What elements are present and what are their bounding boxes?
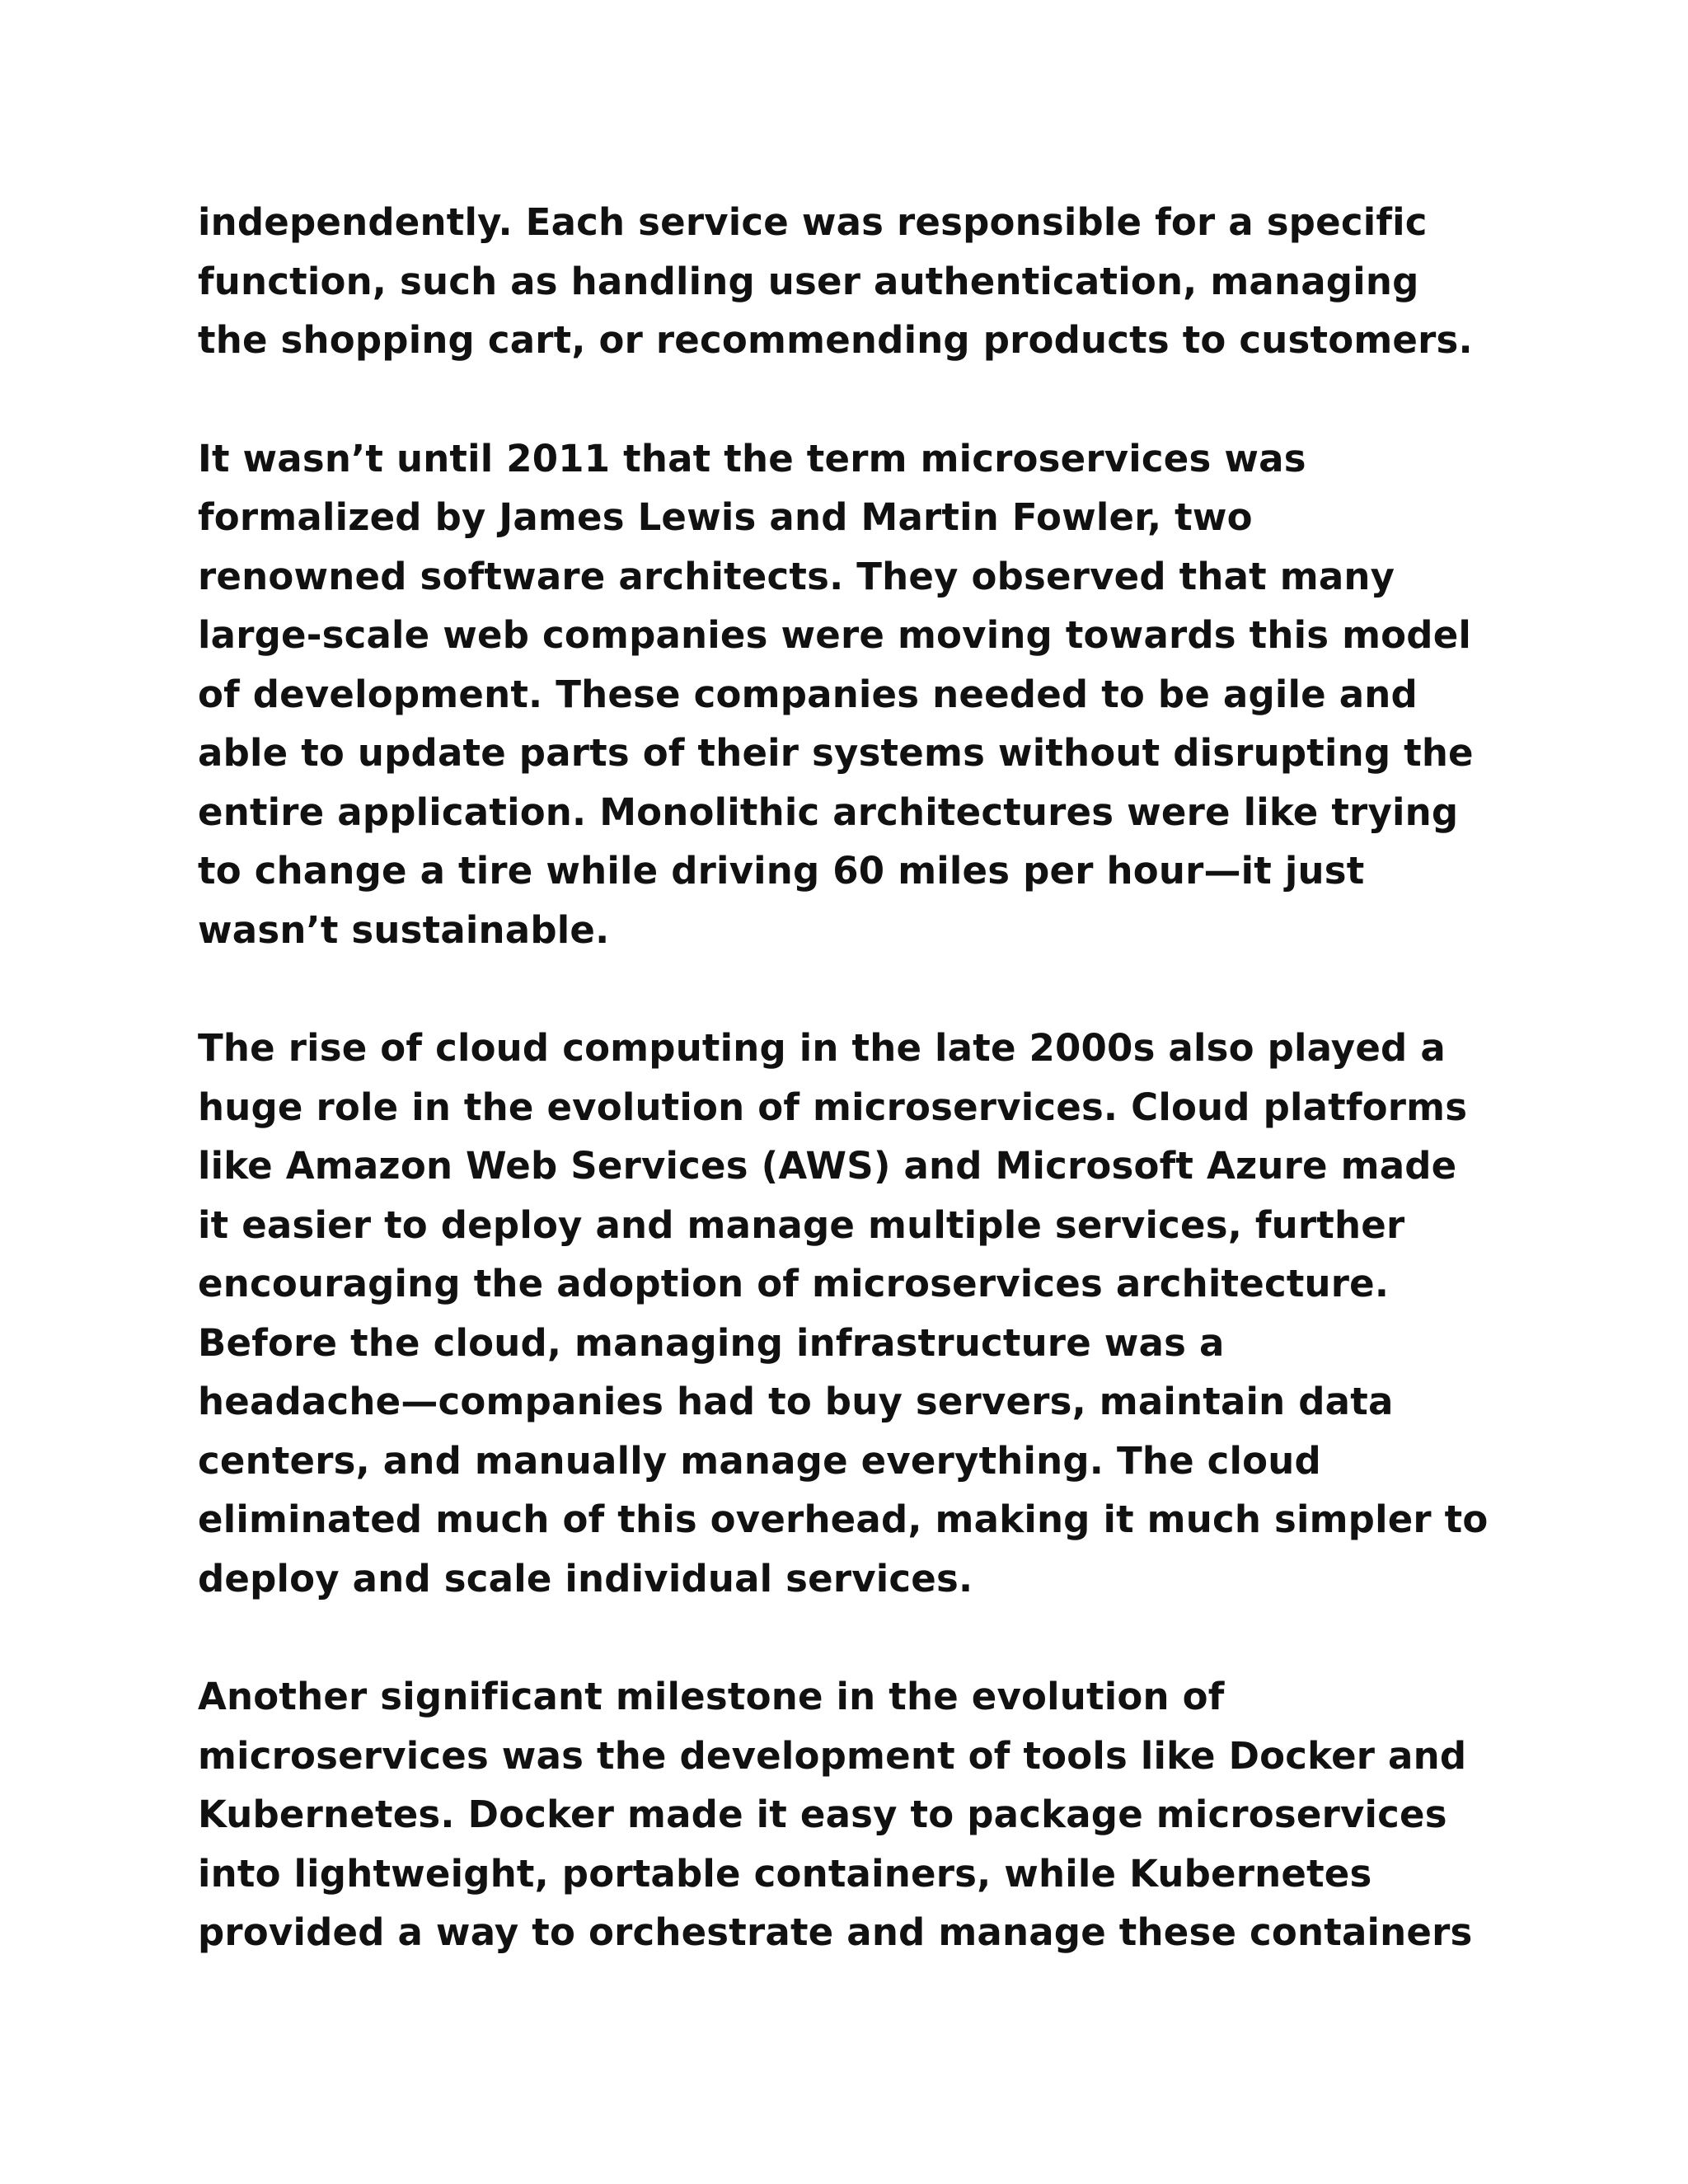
text-line: of development. These companies needed to be agile and [198,672,1418,716]
document-body [198,193,1525,2022]
text-line: the shopping cart, or recommending products to customers. [198,318,1473,362]
text-line: Another significant milestone in the evolution of [198,1675,1225,1718]
text-line: Kubernetes. Docker made it easy to package microservices [198,1793,1447,1836]
text-line: entire application. Monolithic architectures were like trying [198,790,1459,834]
paragraph-4 [198,1667,1525,1962]
text-line: large-scale web companies were moving towards this model [198,613,1472,657]
text-line: microservices was the development of tools like Docker and [198,1733,1467,1778]
text-line: like Amazon Web Services (AWS) and Microsoft Azure made [198,1144,1457,1188]
text-line: eliminated much of this overhead, making it much simpler to [198,1497,1489,1541]
text-line: formalized by James Lewis and Martin Fowler, two [198,495,1253,539]
text-line: centers, and manually manage everything. The cloud [198,1438,1321,1483]
paragraph-2 [198,429,1525,960]
text-line: It wasn’t until 2011 that the term microservices was [198,436,1306,480]
text-line: Before the cloud, managing infrastructure was a [198,1320,1225,1365]
text-line: into lightweight, portable containers, while Kubernetes [198,1851,1372,1896]
paragraph-3 [198,1019,1525,1608]
text-line: able to update parts of their systems without disrupting the [198,731,1474,775]
paragraph-1 [198,193,1525,370]
text-line: it easier to deploy and manage multiple services, further [198,1202,1405,1247]
text-line: provided a way to orchestrate and manage these containers [198,1910,1473,1954]
text-line: to change a tire while driving 60 miles per hour—it just [198,849,1365,893]
text-line: headache—companies had to buy servers, maintain data [198,1380,1394,1423]
text-line: encouraging the adoption of microservices architecture. [198,1262,1390,1305]
text-line: wasn’t sustainable. [198,907,610,952]
text-line: function, such as handling user authentication, managing [198,259,1419,303]
text-line: renowned software architects. They observed that many [198,554,1395,598]
text-line: The rise of cloud computing in the late 2000s also played a [198,1026,1446,1070]
text-line: huge role in the evolution of microservices. Cloud platforms [198,1085,1468,1129]
text-line: deploy and scale individual services. [198,1556,973,1601]
text-line: independently. Each service was responsible for a specific [198,200,1428,244]
